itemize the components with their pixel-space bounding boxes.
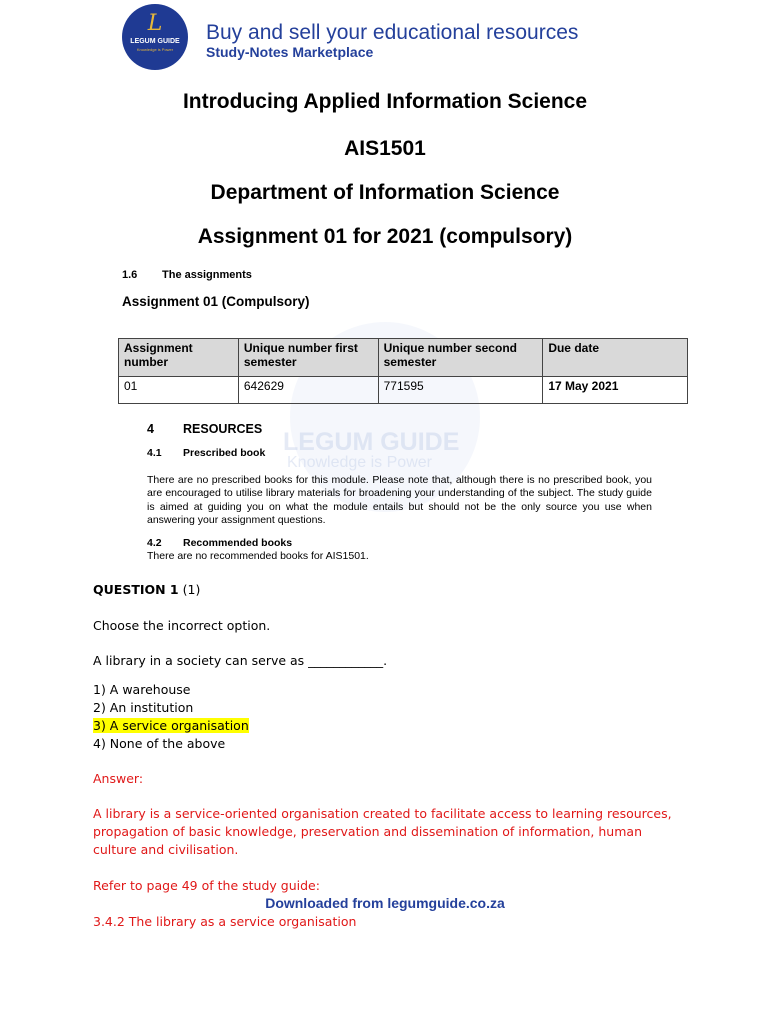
question-label: QUESTION 1	[93, 582, 179, 597]
question-instruction: Choose the incorrect option.	[93, 618, 271, 633]
legum-guide-logo[interactable]	[122, 4, 188, 70]
resources-title: RESOURCES	[183, 422, 263, 436]
logo-letter: L	[147, 11, 163, 36]
department-title: Department of Information Science	[210, 181, 560, 204]
assignment-table	[118, 338, 688, 404]
reference-text: Refer to page 49 of the study guide:	[93, 878, 320, 893]
table-row	[119, 377, 688, 404]
column-header: Unique number first semester	[238, 339, 378, 377]
banner-subtitle: Study-Notes Marketplace	[206, 44, 374, 60]
table-cell: 17 May 2021	[543, 377, 688, 404]
answer-line-1: A library is a service-oriented organisation created to facilitate access to learning resources,	[93, 806, 672, 821]
question-heading	[93, 581, 200, 599]
prescribed-text: There are no prescribed books for this module. Please note that, although there is no prescribed book, you are encouraged to utilise library materials for broadening your understanding of the subject. The study guide is aimed at guiding you on what the module entails but should not be the only source you use when answering your assignment questions.	[147, 474, 652, 527]
download-source-link[interactable]: Downloaded from legumguide.co.za	[265, 895, 505, 911]
watermark-name: LEGUM GUIDE	[283, 428, 460, 456]
course-code: AIS1501	[344, 137, 426, 160]
option-4: 4) None of the above	[93, 736, 226, 751]
watermark-tagline: Knowledge is Power	[287, 454, 432, 471]
section-title: The assignments	[162, 269, 252, 281]
header-banner	[122, 4, 642, 70]
table-header-row	[119, 339, 688, 377]
logo-tagline: Knowledge is Power	[136, 47, 174, 52]
option-3-row	[93, 717, 249, 735]
recommended-title: Recommended books	[183, 537, 293, 549]
section-heading	[122, 269, 252, 281]
prescribed-number: 4.1	[147, 447, 162, 459]
option-3-highlighted: 3) A service organisation	[93, 718, 249, 733]
assignment-heading: Assignment 01 (Compulsory)	[122, 294, 310, 309]
table-cell: 642629	[238, 377, 378, 404]
prescribed-title: Prescribed book	[183, 447, 266, 459]
answer-line-3: culture and civilisation.	[93, 842, 239, 857]
column-header: Due date	[543, 339, 688, 377]
banner-title: Buy and sell your educational resources	[206, 21, 579, 44]
section-number: 1.6	[122, 269, 138, 281]
resources-number: 4	[147, 422, 154, 436]
logo-name: LEGUM GUIDE	[130, 38, 180, 45]
question-stem: A library in a society can serve as ____________.	[93, 653, 388, 668]
column-header: Assignment number	[119, 339, 239, 377]
recommended-text: There are no recommended books for AIS1501.	[147, 550, 369, 562]
answer-label: Answer:	[93, 771, 144, 786]
recommended-heading	[147, 537, 292, 549]
recommended-number: 4.2	[147, 537, 162, 549]
option-2: 2) An institution	[93, 700, 194, 715]
question-marks: (1)	[182, 582, 201, 597]
resources-heading	[147, 422, 262, 436]
answer-line-2: propagation of basic knowledge, preservation and dissemination of information, human	[93, 824, 642, 839]
table-cell: 01	[119, 377, 239, 404]
prescribed-heading	[147, 447, 265, 459]
option-1: 1) A warehouse	[93, 682, 191, 697]
reference-section: 3.4.2 The library as a service organisation	[93, 914, 357, 929]
column-header: Unique number second semester	[378, 339, 543, 377]
course-title: Introducing Applied Information Science	[182, 90, 588, 113]
assignment-title: Assignment 01 for 2021 (compulsory)	[197, 225, 573, 248]
table-cell: 771595	[378, 377, 543, 404]
